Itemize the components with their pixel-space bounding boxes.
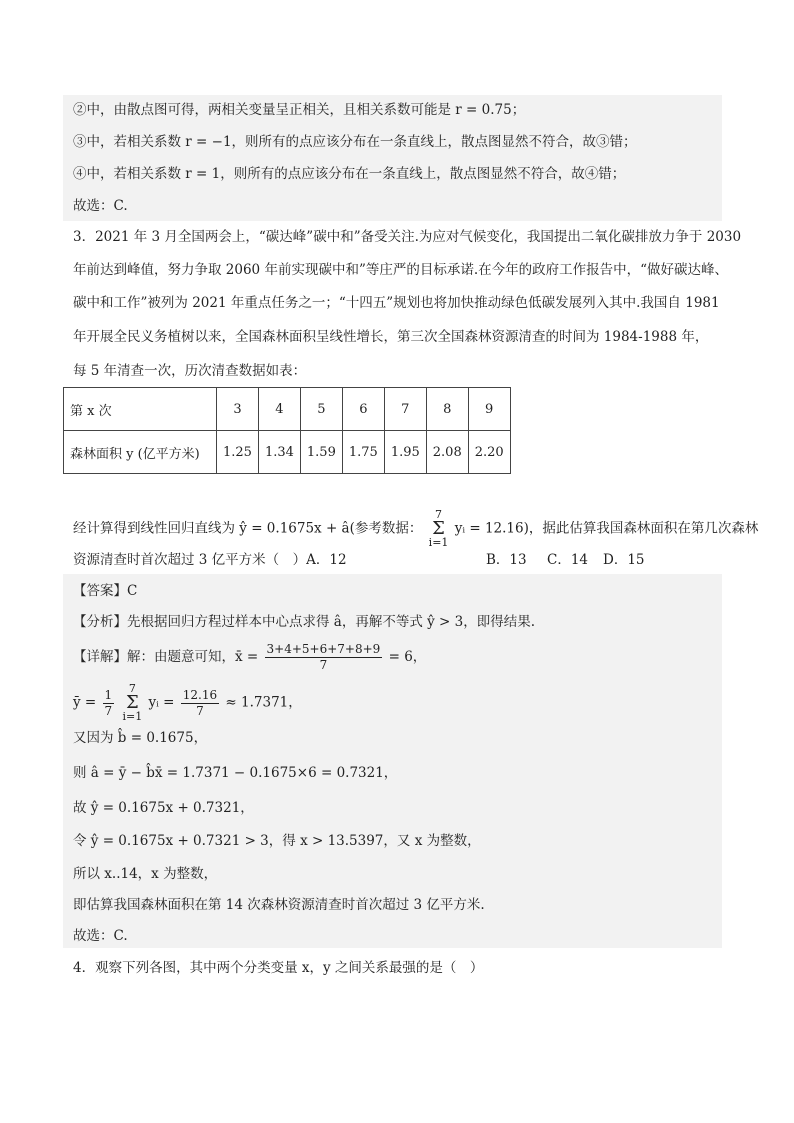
solution-choice: 故选：C. [73,198,128,214]
ybar-prefix: ȳ = [73,694,97,711]
detail-prefix: 【详解】解：由题意可知，x̄ = [73,649,259,665]
ybar-sigma-upper: 7 [128,682,136,695]
table-cell: 1.95 [384,431,426,474]
option-b: B．13 [486,552,527,568]
solution-line-2: ②中，由散点图可得，两相关变量呈正相关，且相关系数可能是 r = 0.75； [73,102,526,118]
table-cell: 3 [217,388,259,431]
regression-statement [73,510,758,548]
ybar-fraction-2 [181,688,219,719]
table-row [64,431,511,474]
detail-a-line: 则 â = ȳ − b̂x̄ = 1.7371 − 0.1675×6 = 0.7321， [73,765,398,781]
ybar-sigma-lower: i=1 [122,710,143,723]
table-cell: 1.59 [300,431,342,474]
table-cell: 7 [384,388,426,431]
ybar-fraction-1 [103,688,115,719]
sigma-lower: i=1 [428,536,449,549]
survey-data-table [63,387,511,474]
question-4: 4．观察下列各图，其中两个分类变量 x，y 之间关系最强的是（ ） [73,960,484,976]
xbar-result: = 6， [388,649,427,665]
table-cell: 2.08 [426,431,468,474]
detail-integer-line: 所以 x..14，x 为整数， [73,866,218,882]
option-c: C．14 [547,552,589,568]
detail-inequality-line: 令 ŷ = 0.1675x + 0.7321 > 3，得 x > 13.5397，又 x 为整数， [73,833,481,849]
ybar-f1-num: 1 [104,687,113,702]
regression-text-a: 经计算得到线性回归直线为 ŷ = 0.1675x + â(参考数据： [73,520,423,537]
table-cell: 8 [426,388,468,431]
table-cell: 4 [258,388,300,431]
ybar-sigma-glyph: Σ [125,692,139,713]
question-3-para-5: 每 5 年清查一次，历次清查数据如表： [73,363,307,379]
sigma-symbol [429,510,449,548]
option-d: D．15 [603,552,645,568]
question-3-para-1: 3．2021 年 3 月全国两会上，“碳达峰”碳中和”备受关注.为应对气候变化，我国提出二氧化碳排放力争于 2030 [73,229,742,245]
solution-line-4: ④中，若相关系数 r = 1，则所有的点应该分布在一条直线上，散点图显然不符合，故④错； [73,166,626,182]
table-cell: 1.34 [258,431,300,474]
ybar-f2-num: 12.16 [182,687,218,702]
ybar-middle: yᵢ = [148,694,175,711]
table-cell: 2.20 [468,431,510,474]
question-3-para-4: 年开展全民义务植树以来，全国森林面积呈线性增长，第三次全国森林资源清查的时间为 1984-1988 年， [73,329,709,345]
sigma-glyph: Σ [432,518,445,539]
table-cell: 5 [300,388,342,431]
ybar-result: ≈ 1.7371， [225,694,302,711]
detail-xbar-line [73,642,426,673]
detail-choice-line: 故选：C. [73,928,128,944]
table-row [64,388,511,431]
table-cell: 1.25 [217,431,259,474]
ybar-f2-den: 7 [196,703,204,718]
question-3-para-2: 年前达到峰值，努力争取 2060 年前实现碳中和”等庄严的目标承诺.在今年的政府工作报告中，“做好碳达峰、 [73,262,729,278]
ybar-sigma [122,684,142,722]
sigma-upper: 7 [435,508,443,521]
detail-equation-line: 故 ŷ = 0.1675x + 0.7321， [73,800,254,816]
question-stem-end: 资源清查时首次超过 3 亿平方米（ ）A．12 [73,552,347,568]
detail-b-line: 又因为 b̂ = 0.1675， [73,730,208,746]
solution-line-3: ③中，若相关系数 r = −1，则所有的点应该分布在一条直线上，散点图显然不符合，故③错； [73,134,637,150]
xbar-fraction [265,642,383,673]
table-cell: 9 [468,388,510,431]
regression-text-b: yᵢ = 12.16)，据此估算我国森林面积在第几次森林 [454,520,759,537]
question-3-para-3: 碳中和工作”被列为 2021 年重点任务之一；“十四五”规划也将加快推动绿色低碳发展列入其中.我国自 1981 [73,295,720,311]
xbar-numerator: 3+4+5+6+7+8+9 [266,642,381,656]
xbar-denominator: 7 [319,658,328,672]
table-cell: 1.75 [342,431,384,474]
analysis-line: 【分析】先根据回归方程过样本中心点求得 â，再解不等式 ŷ > 3，即得结果. [73,614,536,630]
ybar-f1-den: 7 [104,703,113,718]
table-cell: 6 [342,388,384,431]
answer-label: 【答案】C [73,583,138,599]
table-header-x: 第 x 次 [64,388,217,431]
detail-ybar-line [73,684,302,722]
detail-conclusion-line: 即估算我国森林面积在第 14 次森林资源清查时首次超过 3 亿平方米. [73,897,485,913]
table-header-y: 森林面积 y (亿平方米) [64,431,217,474]
